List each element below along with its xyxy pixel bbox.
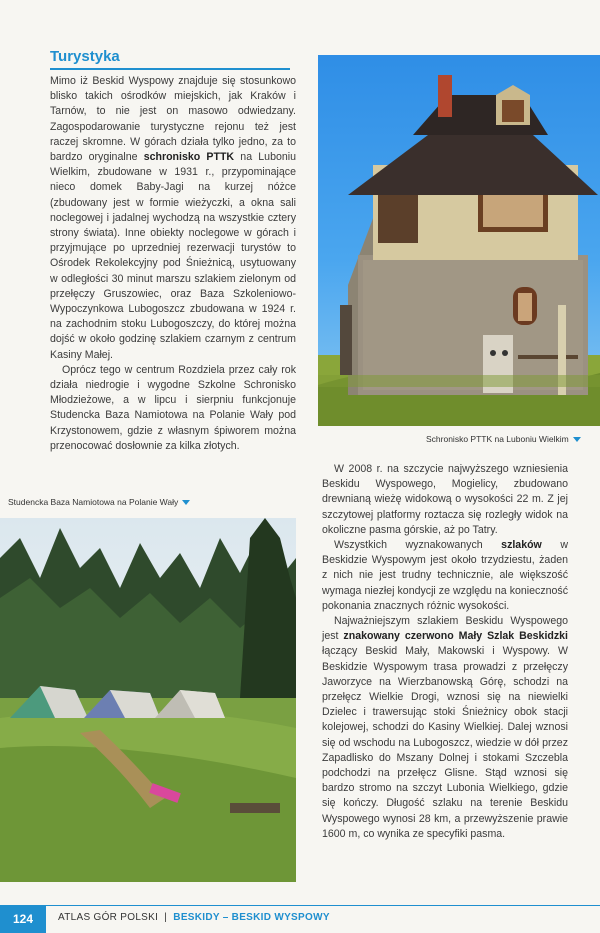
paragraph xyxy=(322,614,568,842)
text-run: na Luboniu Wielkim, zbudowane w 1931 r., przypominające nieco domek Baby-Jagi na kurzej nóżce (zbudowany jest w formie wieżyczki, a okna sali noclegowej i jadalnej wychodzą na wszystkie cztery strony świata). Inne obiekty noclegowe w górach i przyjmujące po uprzedniej rezerwacji turystów to Ośrodek Rekolekcyjny pod Śnieżnicą, usytuowany w odległości 30 minut marszu szlakiem zielonym od przełęczy Gruszowiec, oraz Baza Szkoleniowo-Wypoczynkowa Lubogoszcz zbudowana w 1924 r. na zachodnim stoku Lubogoszczy, do której można dojść w około godzinę szlakiem czarnym z centrum Kasiny Małej. xyxy=(50,151,296,361)
right-column-text xyxy=(322,462,568,842)
photo-shelter-tower xyxy=(318,55,600,426)
text-run: Najważniejszym szlakiem Beskidu Wyspowego jest xyxy=(322,615,568,643)
page-number: 124 xyxy=(0,905,46,933)
triangle-marker-icon xyxy=(182,500,190,505)
caption-bottom-photo xyxy=(8,497,190,507)
footer-separator: | xyxy=(164,912,168,923)
paragraph xyxy=(50,363,296,454)
text-run: w Beskidzie Wyspowym jest około trzydziestu, żaden z nich nie jest trudny technicznie, ale większość wymaga niezłej kondycji ze względu na konieczność pokonania znacznych różnic wysokości. xyxy=(322,539,568,612)
triangle-marker-icon xyxy=(573,437,581,442)
section-heading: Turystyka xyxy=(50,48,120,65)
text-run: Oprócz tego w centrum Rozdziela przez cały rok działa niedrogie i wygodne Szkolne Schronisko Młodzieżowe, a w lipcu i sierpniu funkcjonuje Studencka Baza Namiotowa na Polanie Wały pod Krzystonowem, gdzie z własnym śpiworem można przenocować dosłownie za kilka złotych. xyxy=(50,363,296,452)
footer-rule xyxy=(46,905,600,906)
bold-text: szlaków xyxy=(501,539,542,552)
text-run: łączący Beskid Mały, Makowski i Wyspowy. W Beskidzie Wyspowym trasa prowadzi z przełęczy Jaworzyce na Wierzbanowską Górę, schodzi na przełęcz Wielkie Drogi, wznosi się na niewielki Dzielec i trawersując stoki Śnieżnicy obok stacji kolejowej, schodzi do Kasiny Wielkiej. Dalej wznosi się od wschodu na Lubogoszcz, wiedzie w dół przez Zapadlisko do Mszany Dolnej i stokami Szczebla podchodzi na przełęcz Glisne. Stąd wznosi się bardzo stromo na szczyt Lubonia Wielkiego, gdzie się kończy. Długość szlaku na terenie Beskidu Wyspowego wynosi 28 km, a przewyższenie prawie 1600 m, co wynika ze specyfiki pasma. xyxy=(322,645,568,840)
bold-text: znakowany czerwono Mały Szlak Beskidzki xyxy=(343,630,568,643)
paragraph xyxy=(322,538,568,614)
left-column-text xyxy=(50,74,296,454)
section-title: BESKIDY – BESKID WYSPOWY xyxy=(173,912,330,923)
shelter-illustration xyxy=(318,55,600,426)
heading-underline xyxy=(50,68,290,70)
paragraph xyxy=(322,462,568,538)
camp-illustration xyxy=(0,518,296,882)
atlas-title: ATLAS GÓR POLSKI xyxy=(58,912,159,923)
running-footer xyxy=(58,912,330,923)
caption-bottom-text: Studencka Baza Namiotowa na Polanie Wały xyxy=(8,497,179,507)
text-run: W 2008 r. na szczycie najwyższego wzniesienia Beskidu Wyspowego, Mogielicy, zbudowano drewnianą wieżę widokową o wysokości 22 m. Z jej szczytowej platformy roztacza się rozległy widok na okoliczne pasma górskie, aż po Tatry. xyxy=(322,463,568,536)
caption-top-photo xyxy=(426,434,581,444)
text-run: Wszystkich wyznakowanych xyxy=(334,539,502,552)
bold-text: schronisko PTTK xyxy=(143,151,235,164)
photo-tent-camp xyxy=(0,518,296,882)
paragraph xyxy=(50,74,296,363)
caption-top-text: Schronisko PTTK na Luboniu Wielkim xyxy=(426,434,569,444)
text-run: Mimo iż Beskid Wyspowy znajduje się stosunkowo blisko takich ośrodków miejskich, jak Kraków i Tarnów, to nie jest on masowo odwiedzany. Zagospodarowanie turystyczne rejonu też jest raczej skromne. W górach działa tylko jedno, za to bardzo oryginalne xyxy=(50,75,296,164)
